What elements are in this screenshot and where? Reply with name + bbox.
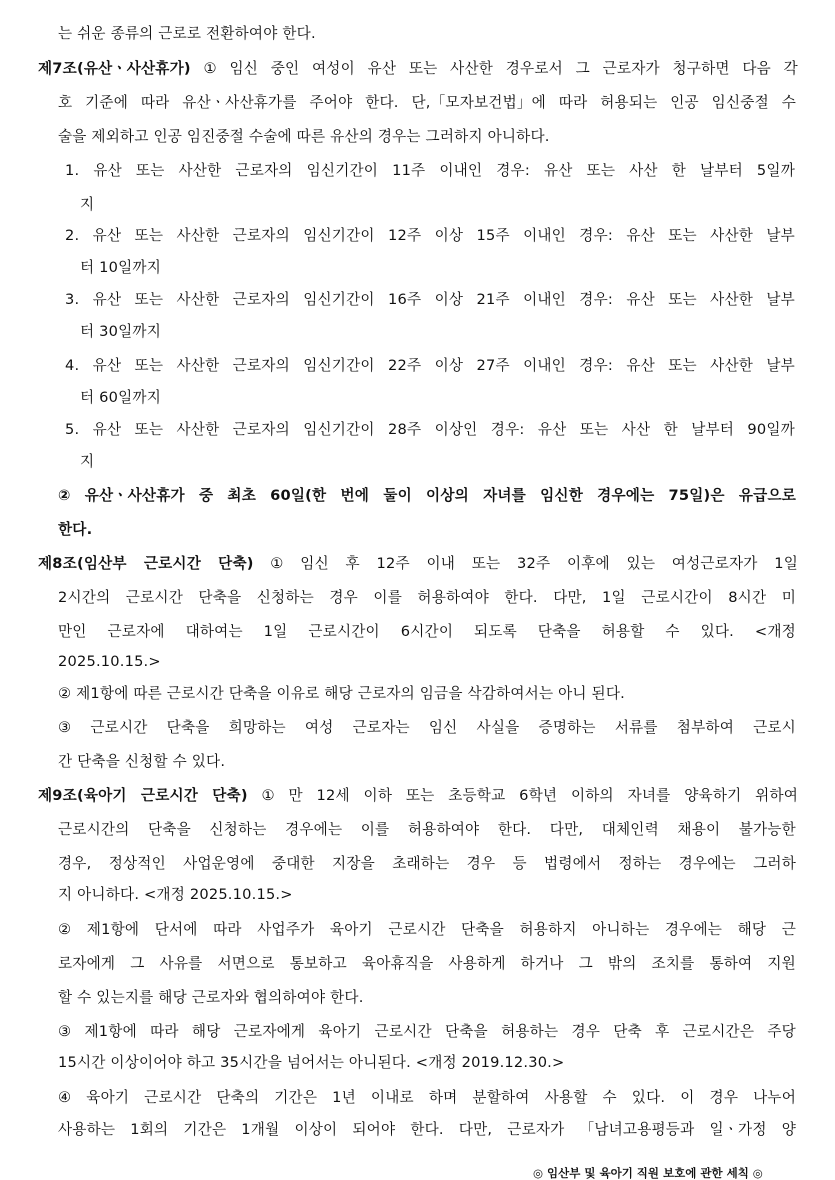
page-footer: ◎ 임산부 및 육아기 직원 보호에 관한 세칙 ◎	[533, 1166, 763, 1180]
text-line: 사용하는 1회의 기간은 1개월 이상이 되어야 한다. 다만, 근로자가 「남녀고용평등과 일ㆍ가정 양	[58, 1121, 796, 1138]
article-heading: 제7조(유산ㆍ사산휴가)	[38, 60, 191, 77]
text-line: 간 단축을 신청할 수 있다.	[58, 753, 226, 770]
text-line: 2025.10.15.>	[58, 653, 161, 670]
text-line: ③ 제1항에 따라 해당 근로자에게 육아기 근로시간 단축을 허용하는 경우 단축 후 근로시간은 주당	[58, 1023, 796, 1040]
text-line	[38, 554, 798, 574]
text-line: 지	[80, 196, 95, 213]
text-line: ③ 근로시간 단축을 희망하는 여성 근로자는 임신 사실을 증명하는 서류를 첨부하여 근로시	[58, 719, 796, 736]
article-text: ① 만 12세 이하 또는 초등학교 6학년 이하의 자녀를 양육하기 위하여	[247, 787, 799, 804]
text-line: 2. 유산 또는 사산한 근로자의 임신기간이 12주 이상 15주 이내인 경우: 유산 또는 사산한 날부	[65, 227, 795, 244]
text-line: 2시간의 근로시간 단축을 신청하는 경우 이를 허용하여야 한다. 다만, 1일 근로시간이 8시간 미	[58, 589, 796, 606]
text-line	[38, 786, 798, 806]
text-line: 지	[80, 453, 95, 470]
text-line: 로자에게 그 사유를 서면으로 통보하고 육아휴직을 사용하게 하거나 그 밖의 조치를 통하여 지원	[58, 955, 796, 972]
text-line: 3. 유산 또는 사산한 근로자의 임신기간이 16주 이상 21주 이내인 경우: 유산 또는 사산한 날부	[65, 291, 795, 308]
text-line: 터 60일까지	[80, 389, 161, 406]
text-line: 지 아니하다. <개정 2025.10.15.>	[58, 886, 293, 903]
text-line: 할 수 있는지를 해당 근로자와 협의하여야 한다.	[58, 989, 364, 1006]
text-line: ② 제1항에 따른 근로시간 단축을 이유로 해당 근로자의 임금을 삭감하여서는 아니 된다.	[58, 685, 625, 702]
text-line: 경우, 정상적인 사업운영에 중대한 지장을 초래하는 경우 등 법령에서 정하는 경우에는 그러하	[58, 855, 796, 872]
text-line: 호 기준에 따라 유산ㆍ사산휴가를 주어야 한다. 단,「모자보건법」에 따라 허용되는 인공 임신중절 수	[58, 94, 796, 111]
text-line: 5. 유산 또는 사산한 근로자의 임신기간이 28주 이상인 경우: 유산 또는 사산 한 날부터 90일까	[65, 421, 795, 438]
text-line: 만인 근로자에 대하여는 1일 근로시간이 6시간이 되도록 단축을 허용할 수 있다. <개정	[58, 623, 796, 640]
article-text: ① 임신 후 12주 이내 또는 32주 이후에 있는 여성근로자가 1일	[253, 555, 799, 572]
article-heading: 제8조(임산부 근로시간 단축)	[38, 555, 254, 572]
text-line: 터 10일까지	[80, 259, 161, 276]
text-line	[38, 59, 798, 79]
article-text: ① 임신 중인 여성이 유산 또는 사산한 경우로서 그 근로자가 청구하면 다음 각	[190, 60, 798, 77]
text-line: 1. 유산 또는 사산한 근로자의 임신기간이 11주 이내인 경우: 유산 또는 사산 한 날부터 5일까	[65, 162, 796, 179]
text-line: ② 유산ㆍ사산휴가 중 최초 60일(한 번에 둘이 이상의 자녀를 임신한 경우에는 75일)은 유급으로	[58, 487, 797, 504]
article-heading: 제9조(육아기 근로시간 단축)	[38, 787, 248, 804]
text-line: ② 제1항에 단서에 따라 사업주가 육아기 근로시간 단축을 허용하지 아니하는 경우에는 해당 근	[58, 921, 797, 938]
text-line: ④ 육아기 근로시간 단축의 기간은 1년 이내로 하며 분할하여 사용할 수 있다. 이 경우 나누어	[58, 1089, 797, 1106]
text-line: 근로시간의 단축을 신청하는 경우에는 이를 허용하여야 한다. 다만, 대체인력 채용이 불가능한	[58, 821, 796, 838]
text-line: 는 쉬운 종류의 근로로 전환하여야 한다.	[58, 25, 316, 42]
text-line: 15시간 이상이어야 하고 35시간을 넘어서는 아니된다. <개정 2019.12.30.>	[58, 1054, 565, 1071]
text-line: 술을 제외하고 인공 임진중절 수술에 따른 유산의 경우는 그러하지 아니하다.	[58, 128, 550, 145]
text-line: 터 30일까지	[80, 323, 161, 340]
text-line: 4. 유산 또는 사산한 근로자의 임신기간이 22주 이상 27주 이내인 경우: 유산 또는 사산한 날부	[65, 357, 795, 374]
text-line: 한다.	[58, 521, 93, 538]
